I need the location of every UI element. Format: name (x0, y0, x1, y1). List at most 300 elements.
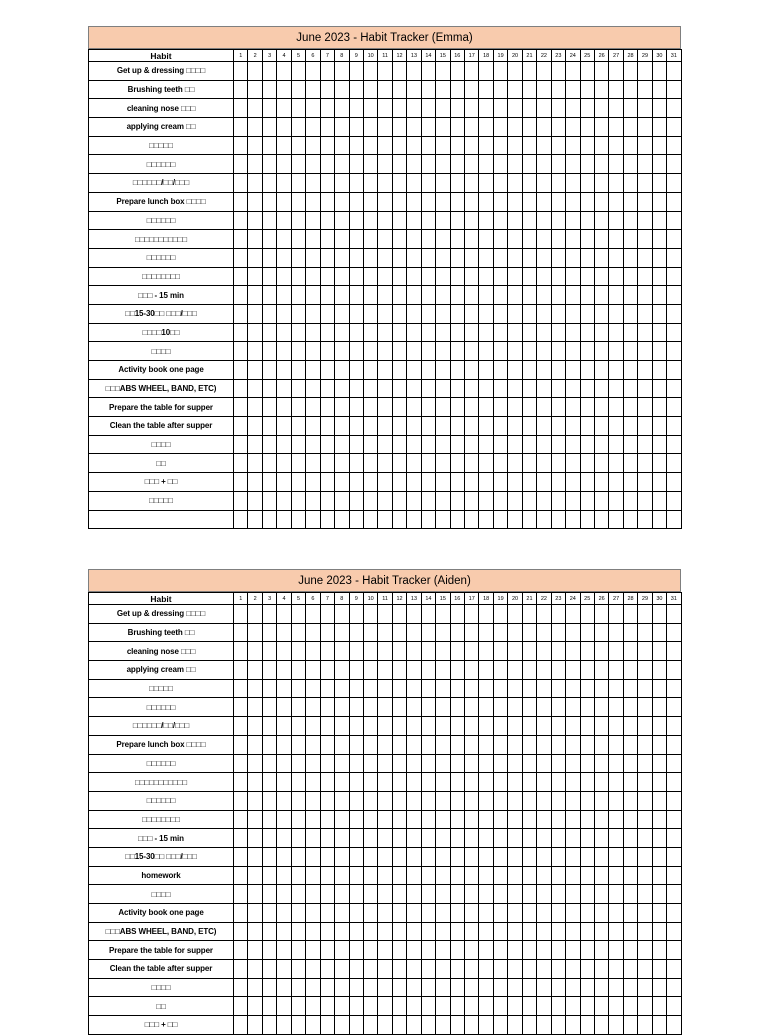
day-check-cell[interactable] (363, 941, 377, 960)
day-check-cell[interactable] (479, 904, 493, 923)
day-check-cell[interactable] (407, 829, 421, 848)
day-check-cell[interactable] (291, 118, 305, 137)
day-check-cell[interactable] (335, 978, 349, 997)
day-check-cell[interactable] (638, 922, 652, 941)
day-check-cell[interactable] (291, 922, 305, 941)
day-check-cell[interactable] (609, 698, 623, 717)
day-check-cell[interactable] (277, 491, 291, 510)
day-check-cell[interactable] (580, 454, 594, 473)
day-check-cell[interactable] (378, 361, 392, 380)
day-check-cell[interactable] (291, 211, 305, 230)
day-check-cell[interactable] (465, 866, 479, 885)
day-check-cell[interactable] (508, 997, 522, 1016)
day-check-cell[interactable] (421, 885, 435, 904)
day-check-cell[interactable] (291, 717, 305, 736)
day-check-cell[interactable] (609, 866, 623, 885)
day-check-cell[interactable] (667, 698, 681, 717)
day-check-cell[interactable] (667, 286, 681, 305)
day-check-cell[interactable] (594, 361, 608, 380)
day-check-cell[interactable] (537, 960, 551, 979)
day-check-cell[interactable] (277, 248, 291, 267)
day-check-cell[interactable] (421, 623, 435, 642)
day-check-cell[interactable] (262, 192, 276, 211)
day-check-cell[interactable] (436, 623, 450, 642)
day-check-cell[interactable] (652, 829, 666, 848)
day-check-cell[interactable] (479, 1016, 493, 1035)
day-check-cell[interactable] (407, 398, 421, 417)
day-check-cell[interactable] (436, 754, 450, 773)
day-check-cell[interactable] (551, 398, 565, 417)
day-check-cell[interactable] (306, 473, 320, 492)
day-check-cell[interactable] (566, 847, 580, 866)
day-check-cell[interactable] (594, 698, 608, 717)
day-check-cell[interactable] (349, 62, 363, 81)
day-check-cell[interactable] (609, 174, 623, 193)
day-check-cell[interactable] (522, 155, 536, 174)
day-check-cell[interactable] (638, 361, 652, 380)
day-check-cell[interactable] (638, 698, 652, 717)
day-check-cell[interactable] (407, 80, 421, 99)
day-check-cell[interactable] (638, 118, 652, 137)
day-check-cell[interactable] (566, 717, 580, 736)
day-check-cell[interactable] (551, 417, 565, 436)
day-check-cell[interactable] (234, 717, 248, 736)
day-check-cell[interactable] (537, 136, 551, 155)
day-check-cell[interactable] (638, 323, 652, 342)
day-check-cell[interactable] (349, 941, 363, 960)
day-check-cell[interactable] (522, 717, 536, 736)
day-check-cell[interactable] (349, 866, 363, 885)
day-check-cell[interactable] (566, 754, 580, 773)
day-check-cell[interactable] (465, 211, 479, 230)
day-check-cell[interactable] (248, 941, 262, 960)
day-check-cell[interactable] (551, 286, 565, 305)
day-check-cell[interactable] (306, 510, 320, 529)
day-check-cell[interactable] (248, 642, 262, 661)
day-check-cell[interactable] (335, 435, 349, 454)
day-check-cell[interactable] (277, 960, 291, 979)
day-check-cell[interactable] (493, 323, 507, 342)
day-check-cell[interactable] (537, 304, 551, 323)
day-check-cell[interactable] (407, 211, 421, 230)
day-check-cell[interactable] (667, 997, 681, 1016)
day-check-cell[interactable] (551, 791, 565, 810)
day-check-cell[interactable] (667, 679, 681, 698)
day-check-cell[interactable] (407, 642, 421, 661)
day-check-cell[interactable] (320, 99, 334, 118)
day-check-cell[interactable] (349, 435, 363, 454)
day-check-cell[interactable] (537, 286, 551, 305)
day-check-cell[interactable] (479, 605, 493, 624)
day-check-cell[interactable] (465, 661, 479, 680)
day-check-cell[interactable] (363, 810, 377, 829)
day-check-cell[interactable] (421, 80, 435, 99)
day-check-cell[interactable] (493, 735, 507, 754)
day-check-cell[interactable] (566, 230, 580, 249)
day-check-cell[interactable] (436, 155, 450, 174)
day-check-cell[interactable] (580, 211, 594, 230)
day-check-cell[interactable] (248, 398, 262, 417)
day-check-cell[interactable] (335, 136, 349, 155)
day-check-cell[interactable] (363, 642, 377, 661)
day-check-cell[interactable] (566, 510, 580, 529)
day-check-cell[interactable] (450, 62, 464, 81)
day-check-cell[interactable] (638, 417, 652, 436)
day-check-cell[interactable] (262, 661, 276, 680)
day-check-cell[interactable] (638, 997, 652, 1016)
day-check-cell[interactable] (306, 978, 320, 997)
day-check-cell[interactable] (493, 286, 507, 305)
day-check-cell[interactable] (508, 941, 522, 960)
day-check-cell[interactable] (436, 379, 450, 398)
day-check-cell[interactable] (479, 304, 493, 323)
day-check-cell[interactable] (638, 679, 652, 698)
day-check-cell[interactable] (335, 361, 349, 380)
day-check-cell[interactable] (450, 286, 464, 305)
day-check-cell[interactable] (335, 155, 349, 174)
day-check-cell[interactable] (551, 435, 565, 454)
day-check-cell[interactable] (363, 80, 377, 99)
day-check-cell[interactable] (291, 174, 305, 193)
day-check-cell[interactable] (652, 435, 666, 454)
day-check-cell[interactable] (392, 136, 406, 155)
day-check-cell[interactable] (522, 754, 536, 773)
day-check-cell[interactable] (248, 829, 262, 848)
day-check-cell[interactable] (551, 642, 565, 661)
day-check-cell[interactable] (349, 791, 363, 810)
day-check-cell[interactable] (522, 960, 536, 979)
day-check-cell[interactable] (349, 118, 363, 137)
day-check-cell[interactable] (320, 754, 334, 773)
day-check-cell[interactable] (522, 342, 536, 361)
day-check-cell[interactable] (234, 904, 248, 923)
day-check-cell[interactable] (450, 904, 464, 923)
day-check-cell[interactable] (421, 904, 435, 923)
day-check-cell[interactable] (580, 491, 594, 510)
day-check-cell[interactable] (638, 773, 652, 792)
day-check-cell[interactable] (277, 286, 291, 305)
day-check-cell[interactable] (479, 623, 493, 642)
day-check-cell[interactable] (450, 211, 464, 230)
day-check-cell[interactable] (667, 80, 681, 99)
day-check-cell[interactable] (551, 323, 565, 342)
day-check-cell[interactable] (335, 1016, 349, 1035)
day-check-cell[interactable] (363, 304, 377, 323)
day-check-cell[interactable] (522, 454, 536, 473)
day-check-cell[interactable] (580, 510, 594, 529)
day-check-cell[interactable] (378, 791, 392, 810)
day-check-cell[interactable] (291, 248, 305, 267)
day-check-cell[interactable] (320, 323, 334, 342)
day-check-cell[interactable] (392, 304, 406, 323)
day-check-cell[interactable] (594, 267, 608, 286)
day-check-cell[interactable] (291, 454, 305, 473)
day-check-cell[interactable] (537, 211, 551, 230)
day-check-cell[interactable] (522, 661, 536, 680)
day-check-cell[interactable] (580, 791, 594, 810)
day-check-cell[interactable] (363, 118, 377, 137)
day-check-cell[interactable] (320, 679, 334, 698)
day-check-cell[interactable] (566, 885, 580, 904)
day-check-cell[interactable] (392, 847, 406, 866)
day-check-cell[interactable] (465, 286, 479, 305)
day-check-cell[interactable] (580, 304, 594, 323)
day-check-cell[interactable] (493, 192, 507, 211)
day-check-cell[interactable] (450, 417, 464, 436)
day-check-cell[interactable] (291, 323, 305, 342)
day-check-cell[interactable] (551, 192, 565, 211)
day-check-cell[interactable] (667, 491, 681, 510)
day-check-cell[interactable] (465, 361, 479, 380)
day-check-cell[interactable] (623, 435, 637, 454)
day-check-cell[interactable] (465, 155, 479, 174)
day-check-cell[interactable] (277, 1016, 291, 1035)
day-check-cell[interactable] (335, 885, 349, 904)
day-check-cell[interactable] (652, 118, 666, 137)
day-check-cell[interactable] (277, 922, 291, 941)
day-check-cell[interactable] (349, 623, 363, 642)
day-check-cell[interactable] (522, 62, 536, 81)
day-check-cell[interactable] (363, 230, 377, 249)
day-check-cell[interactable] (594, 417, 608, 436)
day-check-cell[interactable] (392, 211, 406, 230)
day-check-cell[interactable] (349, 922, 363, 941)
day-check-cell[interactable] (262, 342, 276, 361)
day-check-cell[interactable] (436, 304, 450, 323)
day-check-cell[interactable] (335, 698, 349, 717)
day-check-cell[interactable] (436, 698, 450, 717)
day-check-cell[interactable] (493, 118, 507, 137)
day-check-cell[interactable] (580, 810, 594, 829)
day-check-cell[interactable] (234, 473, 248, 492)
day-check-cell[interactable] (580, 286, 594, 305)
day-check-cell[interactable] (465, 118, 479, 137)
day-check-cell[interactable] (609, 454, 623, 473)
day-check-cell[interactable] (594, 230, 608, 249)
day-check-cell[interactable] (392, 698, 406, 717)
day-check-cell[interactable] (465, 885, 479, 904)
day-check-cell[interactable] (320, 698, 334, 717)
day-check-cell[interactable] (508, 605, 522, 624)
day-check-cell[interactable] (609, 80, 623, 99)
day-check-cell[interactable] (537, 99, 551, 118)
day-check-cell[interactable] (363, 136, 377, 155)
day-check-cell[interactable] (363, 922, 377, 941)
day-check-cell[interactable] (493, 941, 507, 960)
day-check-cell[interactable] (580, 829, 594, 848)
day-check-cell[interactable] (392, 379, 406, 398)
day-check-cell[interactable] (320, 829, 334, 848)
day-check-cell[interactable] (378, 62, 392, 81)
day-check-cell[interactable] (493, 847, 507, 866)
day-check-cell[interactable] (392, 342, 406, 361)
day-check-cell[interactable] (248, 717, 262, 736)
day-check-cell[interactable] (421, 323, 435, 342)
day-check-cell[interactable] (363, 623, 377, 642)
day-check-cell[interactable] (522, 922, 536, 941)
day-check-cell[interactable] (479, 342, 493, 361)
day-check-cell[interactable] (609, 829, 623, 848)
day-check-cell[interactable] (291, 735, 305, 754)
day-check-cell[interactable] (638, 510, 652, 529)
day-check-cell[interactable] (465, 978, 479, 997)
day-check-cell[interactable] (566, 174, 580, 193)
day-check-cell[interactable] (609, 904, 623, 923)
day-check-cell[interactable] (378, 661, 392, 680)
day-check-cell[interactable] (436, 473, 450, 492)
day-check-cell[interactable] (363, 735, 377, 754)
day-check-cell[interactable] (320, 435, 334, 454)
day-check-cell[interactable] (421, 773, 435, 792)
day-check-cell[interactable] (493, 642, 507, 661)
day-check-cell[interactable] (378, 435, 392, 454)
day-check-cell[interactable] (306, 230, 320, 249)
day-check-cell[interactable] (537, 174, 551, 193)
day-check-cell[interactable] (407, 847, 421, 866)
day-check-cell[interactable] (306, 773, 320, 792)
day-check-cell[interactable] (392, 118, 406, 137)
day-check-cell[interactable] (306, 754, 320, 773)
day-check-cell[interactable] (479, 454, 493, 473)
day-check-cell[interactable] (262, 791, 276, 810)
day-check-cell[interactable] (306, 80, 320, 99)
day-check-cell[interactable] (623, 80, 637, 99)
day-check-cell[interactable] (262, 155, 276, 174)
day-check-cell[interactable] (335, 342, 349, 361)
day-check-cell[interactable] (378, 136, 392, 155)
day-check-cell[interactable] (522, 791, 536, 810)
day-check-cell[interactable] (594, 286, 608, 305)
day-check-cell[interactable] (378, 885, 392, 904)
day-check-cell[interactable] (248, 342, 262, 361)
day-check-cell[interactable] (421, 417, 435, 436)
day-check-cell[interactable] (306, 361, 320, 380)
day-check-cell[interactable] (508, 661, 522, 680)
day-check-cell[interactable] (349, 211, 363, 230)
day-check-cell[interactable] (551, 230, 565, 249)
day-check-cell[interactable] (667, 174, 681, 193)
day-check-cell[interactable] (335, 80, 349, 99)
day-check-cell[interactable] (234, 323, 248, 342)
day-check-cell[interactable] (291, 941, 305, 960)
day-check-cell[interactable] (479, 491, 493, 510)
day-check-cell[interactable] (638, 642, 652, 661)
day-check-cell[interactable] (277, 885, 291, 904)
day-check-cell[interactable] (306, 922, 320, 941)
day-check-cell[interactable] (667, 904, 681, 923)
day-check-cell[interactable] (465, 62, 479, 81)
day-check-cell[interactable] (551, 810, 565, 829)
day-check-cell[interactable] (436, 361, 450, 380)
day-check-cell[interactable] (594, 323, 608, 342)
day-check-cell[interactable] (248, 174, 262, 193)
day-check-cell[interactable] (465, 698, 479, 717)
day-check-cell[interactable] (378, 904, 392, 923)
day-check-cell[interactable] (609, 922, 623, 941)
day-check-cell[interactable] (421, 136, 435, 155)
day-check-cell[interactable] (623, 118, 637, 137)
day-check-cell[interactable] (335, 791, 349, 810)
day-check-cell[interactable] (262, 960, 276, 979)
day-check-cell[interactable] (652, 605, 666, 624)
day-check-cell[interactable] (392, 866, 406, 885)
day-check-cell[interactable] (248, 866, 262, 885)
day-check-cell[interactable] (436, 342, 450, 361)
day-check-cell[interactable] (306, 99, 320, 118)
day-check-cell[interactable] (479, 791, 493, 810)
day-check-cell[interactable] (551, 922, 565, 941)
day-check-cell[interactable] (277, 978, 291, 997)
day-check-cell[interactable] (638, 174, 652, 193)
day-check-cell[interactable] (594, 192, 608, 211)
day-check-cell[interactable] (493, 623, 507, 642)
day-check-cell[interactable] (450, 960, 464, 979)
day-check-cell[interactable] (407, 866, 421, 885)
day-check-cell[interactable] (623, 211, 637, 230)
day-check-cell[interactable] (335, 904, 349, 923)
day-check-cell[interactable] (465, 248, 479, 267)
day-check-cell[interactable] (465, 791, 479, 810)
day-check-cell[interactable] (349, 605, 363, 624)
day-check-cell[interactable] (248, 267, 262, 286)
day-check-cell[interactable] (652, 623, 666, 642)
day-check-cell[interactable] (450, 454, 464, 473)
day-check-cell[interactable] (479, 417, 493, 436)
day-check-cell[interactable] (609, 136, 623, 155)
day-check-cell[interactable] (623, 510, 637, 529)
day-check-cell[interactable] (450, 248, 464, 267)
day-check-cell[interactable] (436, 661, 450, 680)
day-check-cell[interactable] (234, 342, 248, 361)
day-check-cell[interactable] (291, 304, 305, 323)
day-check-cell[interactable] (465, 717, 479, 736)
day-check-cell[interactable] (291, 510, 305, 529)
day-check-cell[interactable] (667, 605, 681, 624)
day-check-cell[interactable] (508, 361, 522, 380)
day-check-cell[interactable] (551, 454, 565, 473)
day-check-cell[interactable] (465, 847, 479, 866)
day-check-cell[interactable] (277, 304, 291, 323)
day-check-cell[interactable] (566, 941, 580, 960)
day-check-cell[interactable] (652, 885, 666, 904)
day-check-cell[interactable] (363, 491, 377, 510)
day-check-cell[interactable] (508, 623, 522, 642)
day-check-cell[interactable] (537, 997, 551, 1016)
day-check-cell[interactable] (465, 230, 479, 249)
day-check-cell[interactable] (262, 361, 276, 380)
day-check-cell[interactable] (363, 174, 377, 193)
day-check-cell[interactable] (623, 417, 637, 436)
day-check-cell[interactable] (638, 866, 652, 885)
day-check-cell[interactable] (667, 155, 681, 174)
day-check-cell[interactable] (479, 642, 493, 661)
day-check-cell[interactable] (262, 605, 276, 624)
day-check-cell[interactable] (594, 342, 608, 361)
day-check-cell[interactable] (291, 829, 305, 848)
day-check-cell[interactable] (392, 810, 406, 829)
day-check-cell[interactable] (522, 866, 536, 885)
day-check-cell[interactable] (407, 174, 421, 193)
day-check-cell[interactable] (335, 398, 349, 417)
day-check-cell[interactable] (465, 379, 479, 398)
day-check-cell[interactable] (378, 997, 392, 1016)
day-check-cell[interactable] (392, 791, 406, 810)
day-check-cell[interactable] (392, 754, 406, 773)
day-check-cell[interactable] (508, 717, 522, 736)
day-check-cell[interactable] (522, 80, 536, 99)
day-check-cell[interactable] (537, 904, 551, 923)
day-check-cell[interactable] (609, 304, 623, 323)
